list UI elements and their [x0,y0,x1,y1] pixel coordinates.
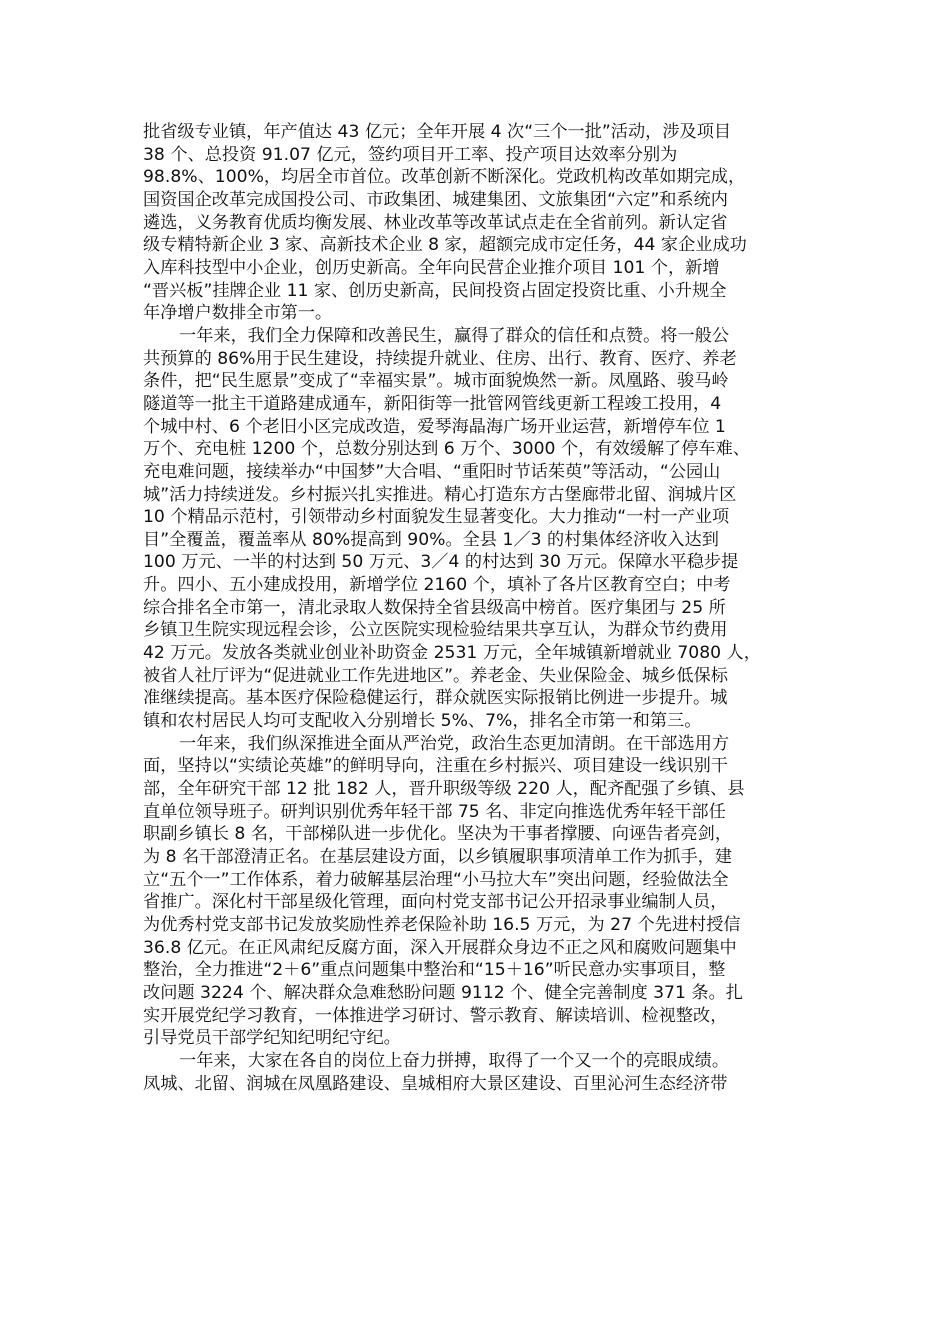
text-line: 条件，把“民生愿景”变成了“幸福实景”。城市面貌焕然一新。凤凰路、骏马岭 [143,371,729,392]
text-line: 国资国企改革完成国投公司、市政集团、城建集团、文旅集团“六定”和系统内 [143,189,728,210]
paragraph-first-line: 一年来，我们全力保障和改善民生，赢得了群众的信任和点赞。将一般公 [179,325,730,346]
text-line: 100 万元、一半的村达到 50 万元、3／4 的村达到 30 万元。保障水平稳步提 [143,552,739,573]
text-line: 立“五个一”工作体系，着力破解基层治理“小马拉大车”突出问题，经验做法全 [143,869,729,890]
text-line: 镇和农村居民人均可支配收入分别增长 5%、7%，排名全市第一和第三。 [143,711,702,732]
text-line: 整治，全力推进“2＋6”重点问题集中整治和“15＋16”听民意办实事项目，整 [143,960,726,981]
text-line: 被省人社厅评为“促进就业工作先进地区”。养老金、失业保险金、城乡低保标 [143,665,728,686]
text-line: 为优秀村党支部书记发放奖励性养老保险补助 16.5 万元，为 27 个先进村授信 [143,914,741,935]
document-body [143,121,833,1095]
text-line: 42 万元。发放各类就业创业补助资金 2531 万元，全年城镇新增就业 7080 人， [143,643,761,664]
text-line: 98.8%、100%，均居全市首位。改革创新不断深化。党政机构改革如期完成， [143,167,746,188]
paragraph-first-line: 一年来，我们纵深推进全面从严治党，政治生态更加清朗。在干部选用方 [179,733,730,754]
text-line: 个城中村、6 个老旧小区完成改造，爱琴海晶海广场开业运营，新增停车位 1 [143,416,726,437]
text-line: 实开展党纪学习教育，一体推进学习研讨、警示教育、解读培训、检视整改， [143,1005,728,1026]
text-line: 批省级专业镇，年产值达 43 亿元；全年开展 4 次“三个一批”活动，涉及项目 [143,122,732,142]
text-line: 38 个、总投资 91.07 亿元，签约项目开工率、投产项目达效率分别为 [143,144,678,165]
text-line: 目”全覆盖，覆盖率从 80%提高到 90%。全县 1／3 的村集体经济收入达到 [143,529,719,550]
text-line: 遴选，义务教育优质均衡发展、林业改革等改革试点走在全省前列。新认定省 [143,212,728,233]
text-line: 引导党员干部学纪知纪明纪守纪。 [143,1028,401,1049]
text-line: 10 个精品示范村，引领带动乡村面貌发生显著变化。大力推动“一村一产业项 [143,507,730,528]
text-line: 万个、充电桩 1200 个，总数分别达到 6 万个、3000 个，有效缓解了停车难、 [143,439,750,460]
text-line: 直单位领导班子。研判识别优秀年轻干部 75 名、非定向推选优秀年轻干部任 [143,801,726,822]
text-line: 准继续提高。基本医疗保险稳健运行，群众就医实际报销比例进一步提升。城 [143,688,728,709]
text-line: 省推广。深化村干部星级化管理，面向村党支部书记公开招录事业编制人员， [143,892,728,913]
text-line: 部，全年研究干部 12 批 182 人，晋升职级等级 220 人，配齐配强了乡镇、县 [143,779,745,800]
text-line: 入库科技型中小企业，创历史新高。全年向民营企业推介项目 101 个，新增 [143,257,720,278]
text-line: 综合排名全市第一，清北录取人数保持全省县级高中榜首。医疗集团与 25 所 [143,597,726,618]
text-line: 级专精特新企业 3 家、高新技术企业 8 家，超额完成市定任务，44 家企业成功 [143,235,747,256]
paragraph-first-line: 一年来，大家在各自的岗位上奋力拼搏，取得了一个又一个的亮眼成绩。 [179,1050,730,1071]
text-line: 职副乡镇长 8 名，干部梯队进一步优化。坚决为干事者撑腰、向诬告者亮剑， [143,824,733,845]
text-line: 改问题 3224 个、解决群众急难愁盼问题 9112 个、健全完善制度 371 条。扎 [143,982,743,1003]
text-line: 共预算的 86%用于民生建设，持续提升就业、住房、出行、教育、医疗、养老 [143,348,737,369]
text-line: 隧道等一批主干道路建成通车，新阳街等一批管网管线更新工程竣工投用，4 [143,393,722,414]
text-line: 升。四小、五小建成投用，新增学位 2160 个，填补了各片区教育空白；中考 [143,575,731,596]
text-line: 36.8 亿元。在正风肃纪反腐方面，深入开展群众身边不正之风和腐败问题集中 [143,937,737,958]
text-line: 充电难问题，接续举办“中国梦”大合唱、“重阳时节话茱萸”等活动，“公园山 [143,461,721,482]
text-line: “晋兴板”挂牌企业 11 家、创历史新高，民间投资占固定投资比重、小升规全 [143,280,727,301]
text-line: 城”活力持续迸发。乡村振兴扎实推进。精心打造东方古堡廊带北留、润城片区 [143,484,737,505]
text-line: 乡镇卫生院实现远程会诊，公立医院实现检验结果共享互认，为群众节约费用 [143,620,728,641]
text-line: 为 8 名干部澄清正名。在基层建设方面，以乡镇履职事项清单工作为抓手，建 [143,847,733,867]
text-line: 面，坚持以“实绩论英雄”的鲜明导向，注重在乡村振兴、项目建设一线识别干 [143,756,728,777]
text-line: 年净增户数排全市第一。 [143,303,333,324]
text-line: 凤城、北留、润城在凤凰路建设、皇城相府大景区建设、百里沁河生态经济带 [143,1073,728,1094]
